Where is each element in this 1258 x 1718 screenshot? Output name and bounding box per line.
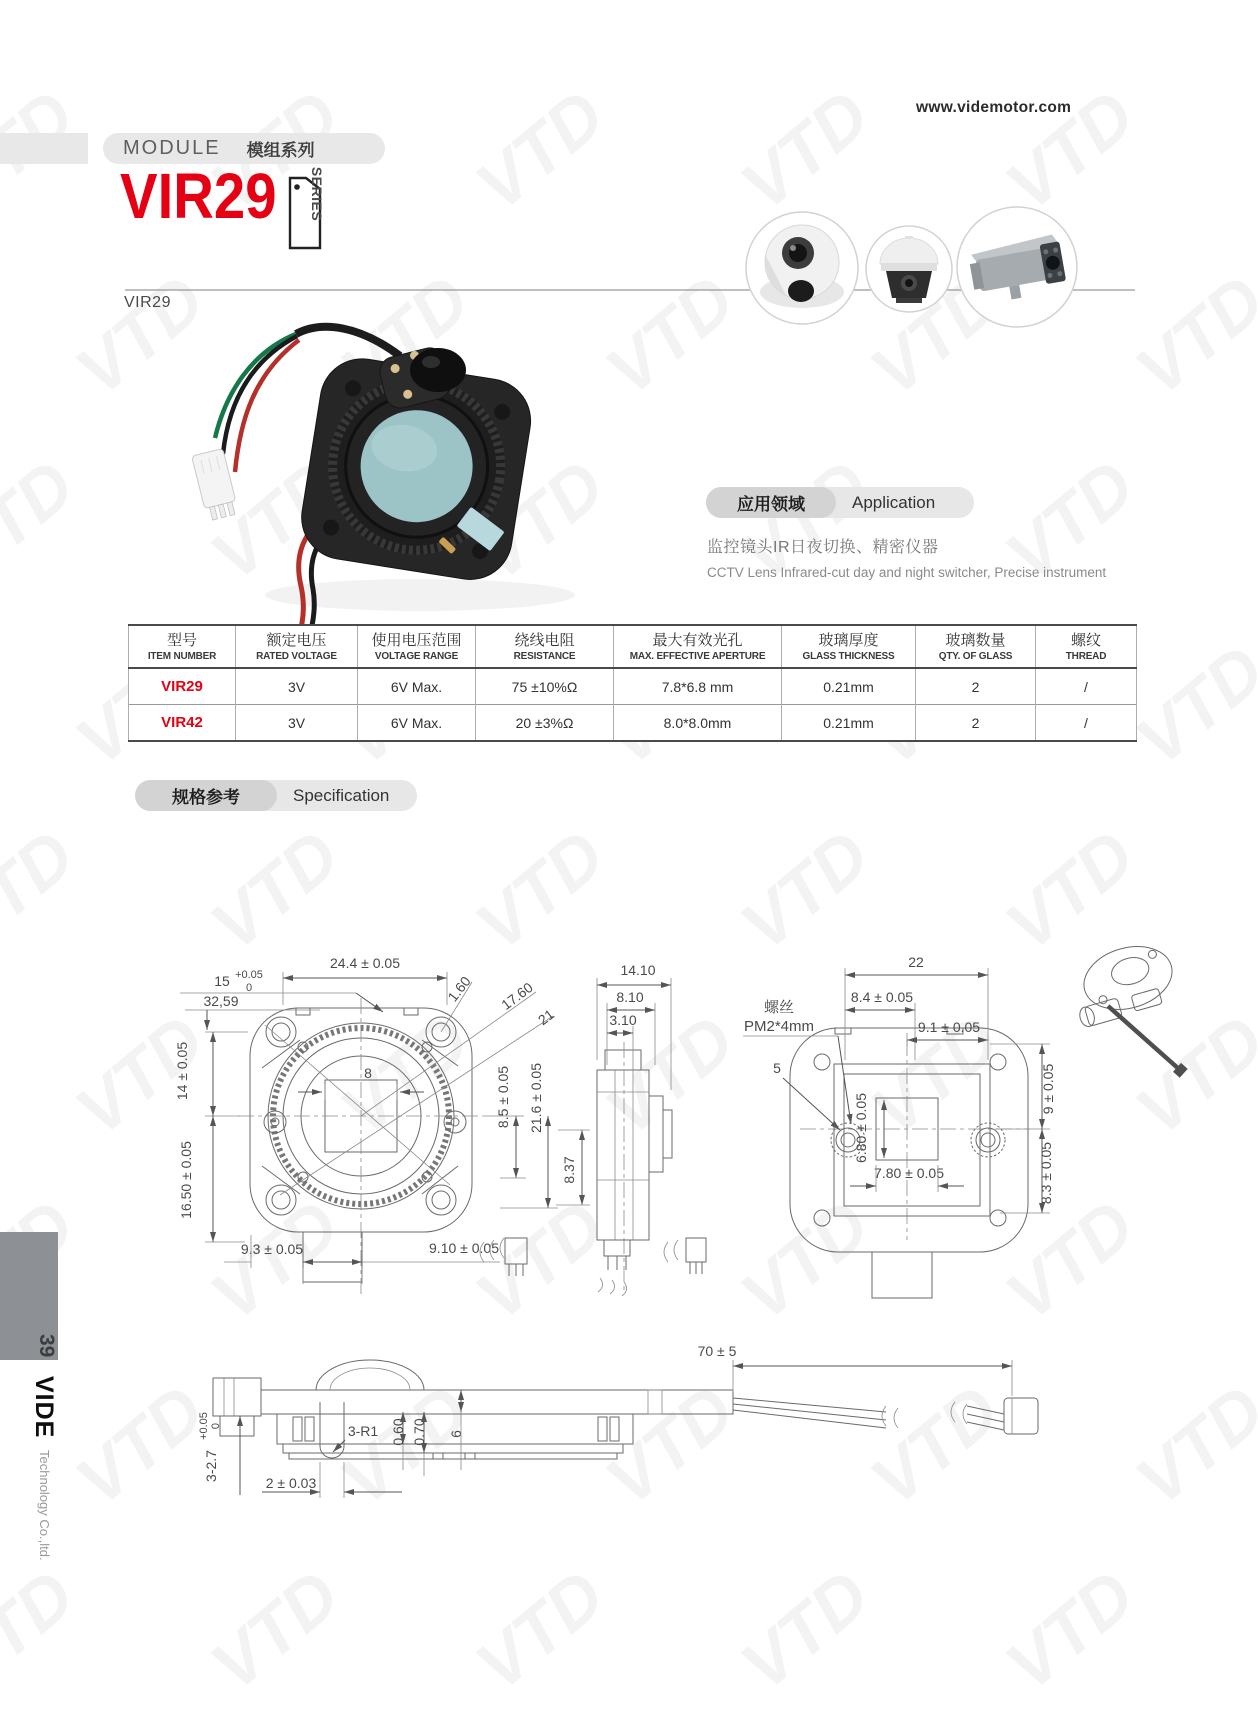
- dim-label: 0: [245, 982, 253, 994]
- drawing-back-view: [664, 937, 1188, 1298]
- cell-item: VIR29: [129, 668, 236, 705]
- camera-example-dome: [746, 212, 858, 324]
- dim-label: 0.60: [390, 1418, 406, 1446]
- dim-label: 21.6 ± 0.05: [528, 1063, 544, 1133]
- specification-title-en: Specification: [293, 785, 390, 805]
- series-title: VIR29: [120, 160, 277, 232]
- cell-glass-thickness: 0.21mm: [782, 668, 916, 705]
- dim-label: 8.5 ± 0.05: [495, 1065, 511, 1129]
- dim-label: 9.10 ± 0.05: [429, 1240, 499, 1256]
- dim-label: 32,59: [203, 993, 239, 1009]
- spec-table: [128, 624, 1137, 742]
- dim-label: 24.4 ± 0.05: [330, 955, 400, 971]
- category-title: MODULE: [123, 137, 221, 159]
- col-glass-qty: 玻璃数量 QTY. OF GLASS: [916, 625, 1036, 668]
- spec-table-wrap: [128, 624, 1137, 742]
- drawing-front-view: [174, 955, 590, 1298]
- cell-resistance: 75 ±10%Ω: [476, 668, 614, 705]
- dim-label: 8.37: [561, 1156, 577, 1184]
- dim-label: 16.50 ± 0.05: [178, 1141, 194, 1219]
- dim-label: 14 ± 0.05: [174, 1041, 190, 1101]
- col-item-number: 型号 ITEM NUMBER: [129, 625, 236, 668]
- dim-label: 17.60: [498, 979, 536, 1013]
- dim-label: 21: [534, 1005, 558, 1029]
- cell-item: VIR42: [129, 705, 236, 742]
- dim-label: 9 ± 0.05: [1040, 1063, 1056, 1115]
- dim-label: 9.3 ± 0.05: [240, 1241, 304, 1257]
- screw-note-cn: 螺丝: [763, 999, 795, 1016]
- cell-thread: /: [1036, 705, 1137, 742]
- dim-label: 6: [448, 1430, 464, 1438]
- cell-voltage-range: 6V Max.: [358, 668, 476, 705]
- cell-glass-qty: 2: [916, 705, 1036, 742]
- cell-aperture: 7.8*6.8 mm: [614, 668, 782, 705]
- cell-resistance: 20 ±3%Ω: [476, 705, 614, 742]
- dim-label: 8.4 ± 0.05: [850, 989, 914, 1005]
- dim-label: 3.10: [609, 1012, 637, 1028]
- drawing-bottom-view: [198, 1343, 1038, 1498]
- page-number: 39: [35, 1334, 58, 1358]
- application-section-header: [706, 487, 974, 518]
- category-title-cn: 模组系列: [246, 141, 315, 160]
- cell-aperture: 8.0*8.0mm: [614, 705, 782, 742]
- cell-voltage-range: 6V Max.: [358, 705, 476, 742]
- dim-label: 14.10: [620, 962, 656, 978]
- brand-subtitle: Technology Co.,ltd.: [37, 1450, 52, 1561]
- dim-label: +0.05: [235, 969, 263, 981]
- cell-glass-thickness: 0.21mm: [782, 705, 916, 742]
- screw-3d-sketch: [1065, 937, 1188, 1078]
- dim-label: 0: [210, 1422, 222, 1430]
- table-row: [129, 668, 1137, 705]
- series-tag-label: SERIES: [309, 166, 325, 222]
- dim-label: 5: [773, 1060, 781, 1076]
- col-aperture: 最大有效光孔 MAX. EFFECTIVE APERTURE: [614, 625, 782, 668]
- application-title-cn: 应用领域: [706, 487, 836, 518]
- application-title-en: Application: [852, 492, 936, 512]
- dim-label: +0.05: [198, 1412, 210, 1440]
- series-tag: [290, 167, 325, 248]
- table-header-row: [129, 625, 1137, 668]
- specification-section-header: [135, 780, 417, 811]
- dim-label: 9.1 ± 0.05: [917, 1019, 981, 1035]
- dim-label: 3-R1: [347, 1423, 379, 1439]
- brand-logo: VIDE: [30, 1376, 58, 1439]
- table-row: [129, 705, 1137, 742]
- dim-label: 15: [214, 973, 230, 989]
- specification-title-cn: 规格参考: [135, 780, 277, 811]
- dim-label: 70 ± 5: [697, 1343, 737, 1359]
- product-code-label: VIR29: [124, 294, 171, 311]
- dim-label: 6.80 ± 0.05: [853, 1093, 869, 1163]
- cell-rated-voltage: 3V: [236, 705, 358, 742]
- dim-label: 8.3 ± 0.05: [1038, 1141, 1054, 1205]
- dim-label: 8: [364, 1065, 372, 1081]
- application-desc-en: CCTV Lens Infrared-cut day and night switcher, Precise instrument: [707, 565, 1107, 580]
- dim-label: 8.10: [616, 989, 644, 1005]
- col-glass-thickness: 玻璃厚度 GLASS THICKNESS: [782, 625, 916, 668]
- dim-label: 0.70: [411, 1418, 427, 1446]
- cell-thread: /: [1036, 668, 1137, 705]
- col-voltage-range: 使用电压范围 VOLTAGE RANGE: [358, 625, 476, 668]
- screw-note-spec: PM2*4mm: [743, 1018, 815, 1035]
- header-strip: [0, 133, 88, 164]
- tag-dot-icon: [294, 184, 300, 190]
- camera-example-bullet: [957, 207, 1077, 327]
- dim-label: 1.60: [444, 973, 474, 1005]
- col-thread: 螺纹 THREAD: [1036, 625, 1137, 668]
- col-resistance: 绕线电阻 RESISTANCE: [476, 625, 614, 668]
- application-desc-cn: 监控镜头IR日夜切换、精密仪器: [707, 539, 939, 556]
- dim-label: 3-2.7: [203, 1450, 219, 1482]
- dim-label: 2 ± 0.03: [265, 1475, 317, 1491]
- back-view-connector: [664, 1238, 706, 1274]
- col-rated-voltage: 额定电压 RATED VOLTAGE: [236, 625, 358, 668]
- camera-example-ptz: [866, 226, 952, 312]
- cell-rated-voltage: 3V: [236, 668, 358, 705]
- dim-label: 22: [908, 954, 924, 970]
- website-url[interactable]: www.videmotor.com: [916, 99, 1072, 116]
- dim-label: 7.80 ± 0.05: [874, 1165, 944, 1181]
- cell-glass-qty: 2: [916, 668, 1036, 705]
